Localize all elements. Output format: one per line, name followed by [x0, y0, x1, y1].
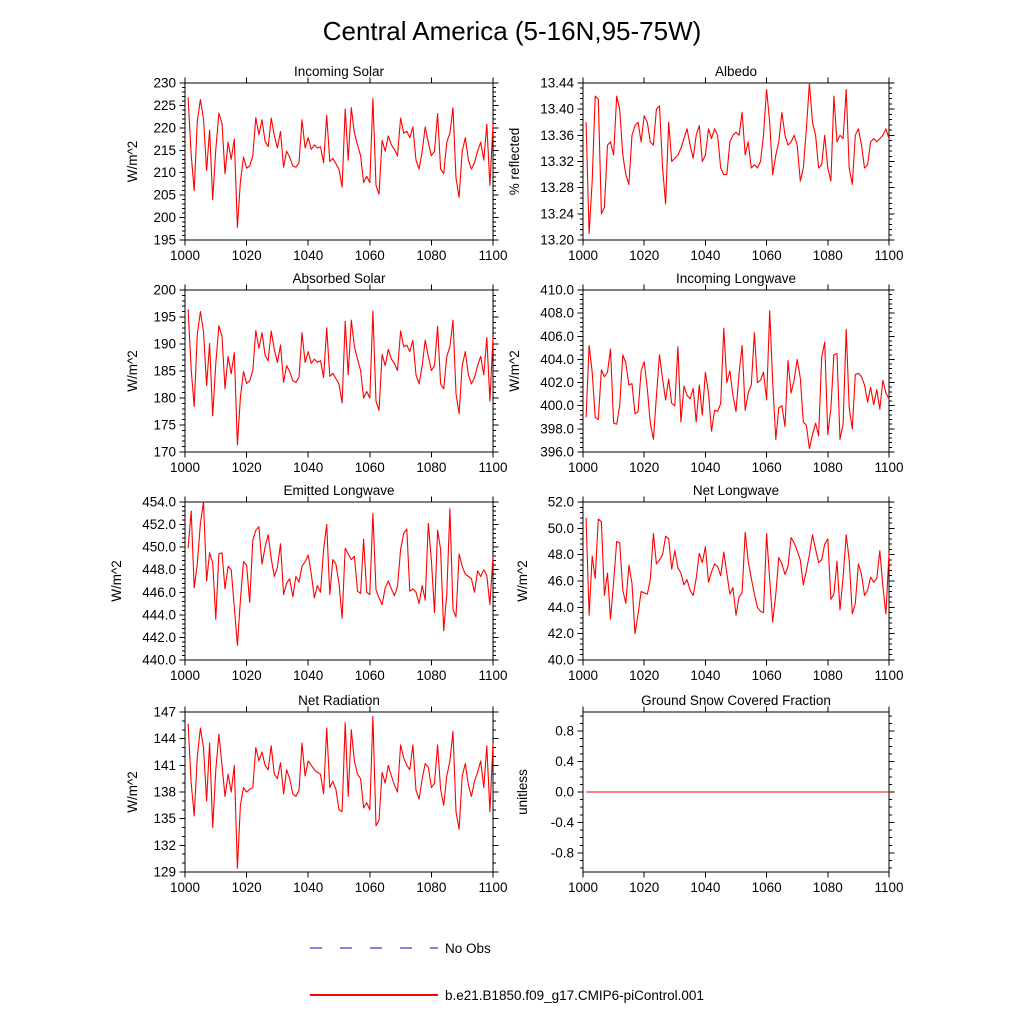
subplot-ground-snow-fraction: [515, 693, 904, 895]
y-tick-label: 13.24: [540, 206, 574, 222]
y-tick-label: -0.4: [550, 814, 574, 830]
subplot-emitted-longwave: [109, 483, 508, 683]
y-tick-label: 446.0: [142, 584, 176, 600]
y-tick-label: 129: [153, 864, 176, 880]
subplot-title: Net Radiation: [298, 693, 380, 708]
series-line: [586, 83, 889, 234]
subplot-title: Absorbed Solar: [292, 271, 386, 286]
x-tick-label: 1060: [751, 880, 782, 895]
chart-canvas-incoming-solar: [125, 75, 508, 263]
y-tick-label: 141: [153, 757, 176, 773]
y-tick-label: 408.0: [540, 305, 574, 321]
y-axis-label: W/m^2: [125, 140, 140, 183]
y-tick-label: 147: [153, 704, 176, 720]
no-obs-line-sample: [310, 947, 438, 949]
axis-box: [583, 290, 889, 452]
x-tick-label: 1000: [567, 248, 599, 263]
y-tick-label: 44.0: [547, 599, 574, 615]
x-tick-label: 1040: [690, 880, 721, 895]
x-tick-label: 1040: [293, 668, 324, 683]
x-tick-label: 1100: [478, 460, 508, 475]
y-tick-label: 46.0: [547, 573, 574, 589]
x-tick-label: 1020: [231, 880, 262, 895]
x-tick-label: 1020: [231, 460, 262, 475]
subplot-title: Incoming Longwave: [675, 271, 797, 286]
chart-canvas-ground-snow-fraction: [515, 712, 904, 895]
y-tick-label: -0.8: [550, 845, 574, 861]
chart-canvas-net-radiation: [125, 704, 508, 895]
y-tick-label: 180: [153, 390, 176, 406]
y-tick-label: 13.20: [540, 232, 574, 248]
x-tick-label: 1000: [169, 460, 201, 475]
x-tick-label: 1100: [874, 460, 904, 475]
y-tick-label: 13.40: [540, 101, 574, 117]
x-tick-label: 1040: [293, 248, 324, 263]
y-tick-label: 210: [153, 165, 176, 181]
subplot-net-radiation: [125, 693, 508, 895]
y-axis-label: unitless: [515, 769, 530, 815]
x-tick-label: 1080: [416, 248, 447, 263]
x-tick-label: 1000: [567, 460, 599, 475]
x-tick-label: 1080: [812, 460, 843, 475]
y-tick-label: 230: [153, 75, 176, 91]
x-tick-label: 1000: [169, 248, 201, 263]
series-line: [586, 311, 889, 449]
x-tick-label: 1100: [478, 248, 508, 263]
y-tick-label: 42.0: [547, 626, 574, 642]
y-axis-label: % reflected: [507, 127, 522, 196]
y-tick-label: 195: [153, 309, 176, 325]
y-tick-label: 402.0: [540, 375, 574, 391]
y-tick-label: 185: [153, 363, 176, 379]
y-tick-label: 200: [153, 282, 176, 298]
x-tick-label: 1000: [169, 668, 201, 683]
model-run-line-sample: [310, 994, 438, 996]
chart-canvas-incoming-longwave: [507, 282, 904, 475]
y-tick-label: 50.0: [547, 520, 574, 536]
y-tick-label: 450.0: [142, 539, 176, 555]
x-tick-label: 1080: [416, 880, 447, 895]
y-tick-label: 396.0: [540, 444, 574, 460]
y-tick-label: 404.0: [540, 351, 574, 367]
chart-canvas-albedo: [507, 75, 904, 263]
y-tick-label: 0.8: [555, 723, 574, 739]
y-tick-label: 205: [153, 187, 176, 203]
subplot-title: Incoming Solar: [293, 64, 385, 79]
legend-label-model-run: b.e21.B1850.f09_g17.CMIP6-piControl.001: [445, 987, 704, 1003]
y-tick-label: 135: [153, 811, 176, 827]
y-tick-label: 170: [153, 444, 176, 460]
series-line: [188, 716, 493, 868]
y-tick-label: 215: [153, 142, 176, 158]
subplot-title: Emitted Longwave: [283, 483, 395, 498]
y-tick-label: 444.0: [142, 607, 176, 623]
x-tick-label: 1020: [629, 460, 660, 475]
y-tick-label: 13.36: [540, 127, 574, 143]
y-tick-label: 144: [153, 731, 176, 747]
x-tick-label: 1080: [416, 668, 447, 683]
legend-item-no-obs: [310, 941, 491, 955]
subplot-incoming-longwave: [507, 271, 904, 475]
y-axis-label: W/m^2: [507, 350, 522, 392]
x-tick-label: 1080: [812, 880, 843, 895]
y-tick-label: 132: [153, 837, 176, 853]
y-tick-label: 13.32: [540, 154, 574, 169]
y-tick-label: 220: [153, 120, 176, 136]
subplot-title: Net Longwave: [692, 483, 780, 498]
subplot-title: Ground Snow Covered Fraction: [641, 693, 831, 708]
series-line: [586, 518, 889, 634]
y-tick-label: 398.0: [540, 421, 574, 437]
series-line: [188, 502, 493, 645]
y-axis-label: W/m^2: [125, 771, 140, 813]
x-tick-label: 1060: [354, 668, 385, 683]
x-tick-label: 1020: [629, 248, 660, 263]
chart-canvas-absorbed-solar: [125, 282, 508, 475]
page-title: Central America (5-16N,95-75W): [322, 16, 702, 46]
series-line: [188, 309, 493, 445]
chart-canvas-net-longwave: [515, 494, 904, 683]
y-tick-label: 52.0: [547, 494, 574, 510]
subplot-incoming-solar: [125, 64, 508, 263]
y-tick-label: 190: [153, 336, 176, 352]
y-tick-label: 400.0: [540, 398, 574, 414]
x-tick-label: 1000: [567, 668, 599, 683]
x-tick-label: 1080: [812, 668, 843, 683]
y-tick-label: 0.4: [555, 754, 574, 770]
subplot-absorbed-solar: [125, 271, 508, 475]
y-tick-label: 200: [153, 210, 176, 226]
y-tick-label: 195: [153, 232, 176, 248]
x-tick-label: 1020: [231, 668, 262, 683]
x-tick-label: 1060: [751, 668, 782, 683]
chart-canvas-emitted-longwave: [109, 494, 508, 683]
x-tick-label: 1060: [354, 460, 385, 475]
x-tick-label: 1000: [567, 880, 599, 895]
x-tick-label: 1040: [690, 668, 721, 683]
x-tick-label: 1100: [874, 248, 904, 263]
x-tick-label: 1080: [416, 460, 447, 475]
x-tick-label: 1020: [629, 668, 660, 683]
subplot-title: Albedo: [714, 64, 758, 79]
y-tick-label: 13.44: [540, 75, 574, 91]
x-tick-label: 1040: [293, 880, 324, 895]
x-tick-label: 1060: [751, 460, 782, 475]
x-tick-label: 1020: [629, 880, 660, 895]
y-tick-label: 410.0: [540, 282, 574, 298]
x-tick-label: 1100: [874, 880, 904, 895]
y-tick-label: 13.28: [540, 180, 574, 196]
series-line: [188, 97, 493, 227]
subplot-net-longwave: [515, 483, 904, 683]
y-tick-label: 448.0: [142, 562, 176, 578]
x-tick-label: 1040: [690, 248, 721, 263]
x-tick-label: 1060: [354, 248, 385, 263]
y-tick-label: 452.0: [142, 517, 176, 533]
x-tick-label: 1100: [874, 668, 904, 683]
x-tick-label: 1100: [478, 668, 508, 683]
axis-box: [185, 83, 493, 240]
y-tick-label: 40.0: [547, 652, 574, 668]
x-tick-label: 1040: [690, 460, 721, 475]
y-axis-label: W/m^2: [515, 560, 530, 602]
y-tick-label: 175: [153, 417, 176, 433]
y-axis-label: W/m^2: [109, 560, 124, 602]
x-tick-label: 1060: [751, 248, 782, 263]
y-axis-label: W/m^2: [125, 350, 140, 392]
x-tick-label: 1100: [478, 880, 508, 895]
y-tick-label: 442.0: [142, 629, 176, 645]
y-tick-label: 225: [153, 97, 176, 113]
y-tick-label: 454.0: [142, 494, 176, 510]
x-tick-label: 1080: [812, 248, 843, 263]
subplot-albedo: [507, 64, 904, 263]
legend-item-model-run: [310, 988, 704, 1002]
y-tick-label: 48.0: [547, 547, 574, 563]
y-tick-label: 440.0: [142, 652, 176, 668]
x-tick-label: 1000: [169, 880, 201, 895]
y-tick-label: 406.0: [540, 328, 574, 344]
x-tick-label: 1020: [231, 248, 262, 263]
axis-box: [583, 83, 889, 240]
x-tick-label: 1040: [293, 460, 324, 475]
y-tick-label: 138: [153, 784, 176, 800]
y-tick-label: 0.0: [555, 784, 574, 800]
legend-label-no-obs: No Obs: [445, 940, 491, 956]
x-tick-label: 1060: [354, 880, 385, 895]
